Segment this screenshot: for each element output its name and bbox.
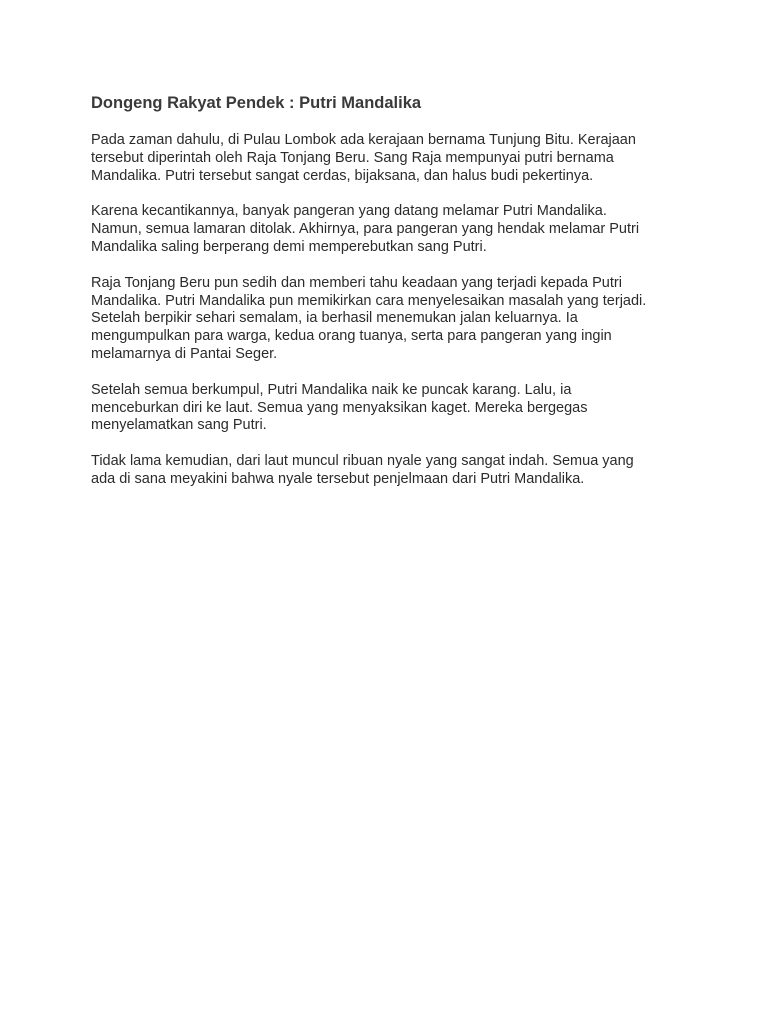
text-line: tersebut diperintah oleh Raja Tonjang Beru. Sang Raja mempunyai putri bernama (91, 149, 614, 166)
paragraph-1 (91, 132, 681, 185)
text-line: Karena kecantikannya, banyak pangeran yang datang melamar Putri Mandalika. (91, 203, 607, 220)
paragraph-2 (91, 203, 681, 256)
document-body (91, 93, 681, 507)
text-line: menyelamatkan sang Putri. (91, 417, 267, 434)
text-line: Raja Tonjang Beru pun sedih dan memberi tahu keadaan yang terjadi kepada Putri (91, 274, 622, 291)
text-line: ada di sana meyakini bahwa nyale tersebut penjelmaan dari Putri Mandalika. (91, 470, 585, 487)
paragraph-3 (91, 275, 681, 364)
text-line: Namun, semua lamaran ditolak. Akhirnya, para pangeran yang hendak melamar Putri (91, 221, 640, 238)
text-line: melamarnya di Pantai Seger. (91, 345, 278, 362)
text-line: Setelah berpikir sehari semalam, ia berhasil menemukan jalan keluarnya. Ia (91, 310, 578, 327)
text-line: mengumpulkan para warga, kedua orang tuanya, serta para pangeran yang ingin (91, 328, 612, 345)
paragraph-4 (91, 382, 681, 435)
text-line: menceburkan diri ke laut. Semua yang menyaksikan kaget. Mereka bergegas (91, 399, 588, 416)
text-line: Pada zaman dahulu, di Pulau Lombok ada kerajaan bernama Tunjung Bitu. Kerajaan (91, 132, 636, 148)
text-line: Mandalika. Putri Mandalika pun memikirkan cara menyelesaikan masalah yang terjadi. (91, 292, 647, 309)
document-title: Dongeng Rakyat Pendek : Putri Mandalika (91, 94, 422, 112)
text-line: Tidak lama kemudian, dari laut muncul ribuan nyale yang sangat indah. Semua yang (91, 453, 634, 470)
paragraph-5 (91, 453, 681, 489)
text-line: Mandalika. Putri tersebut sangat cerdas, bijaksana, dan halus budi pekertinya. (91, 167, 594, 184)
text-line: Mandalika saling berperang demi memperebutkan sang Putri. (91, 238, 487, 255)
text-line: Setelah semua berkumpul, Putri Mandalika naik ke puncak karang. Lalu, ia (91, 381, 572, 398)
